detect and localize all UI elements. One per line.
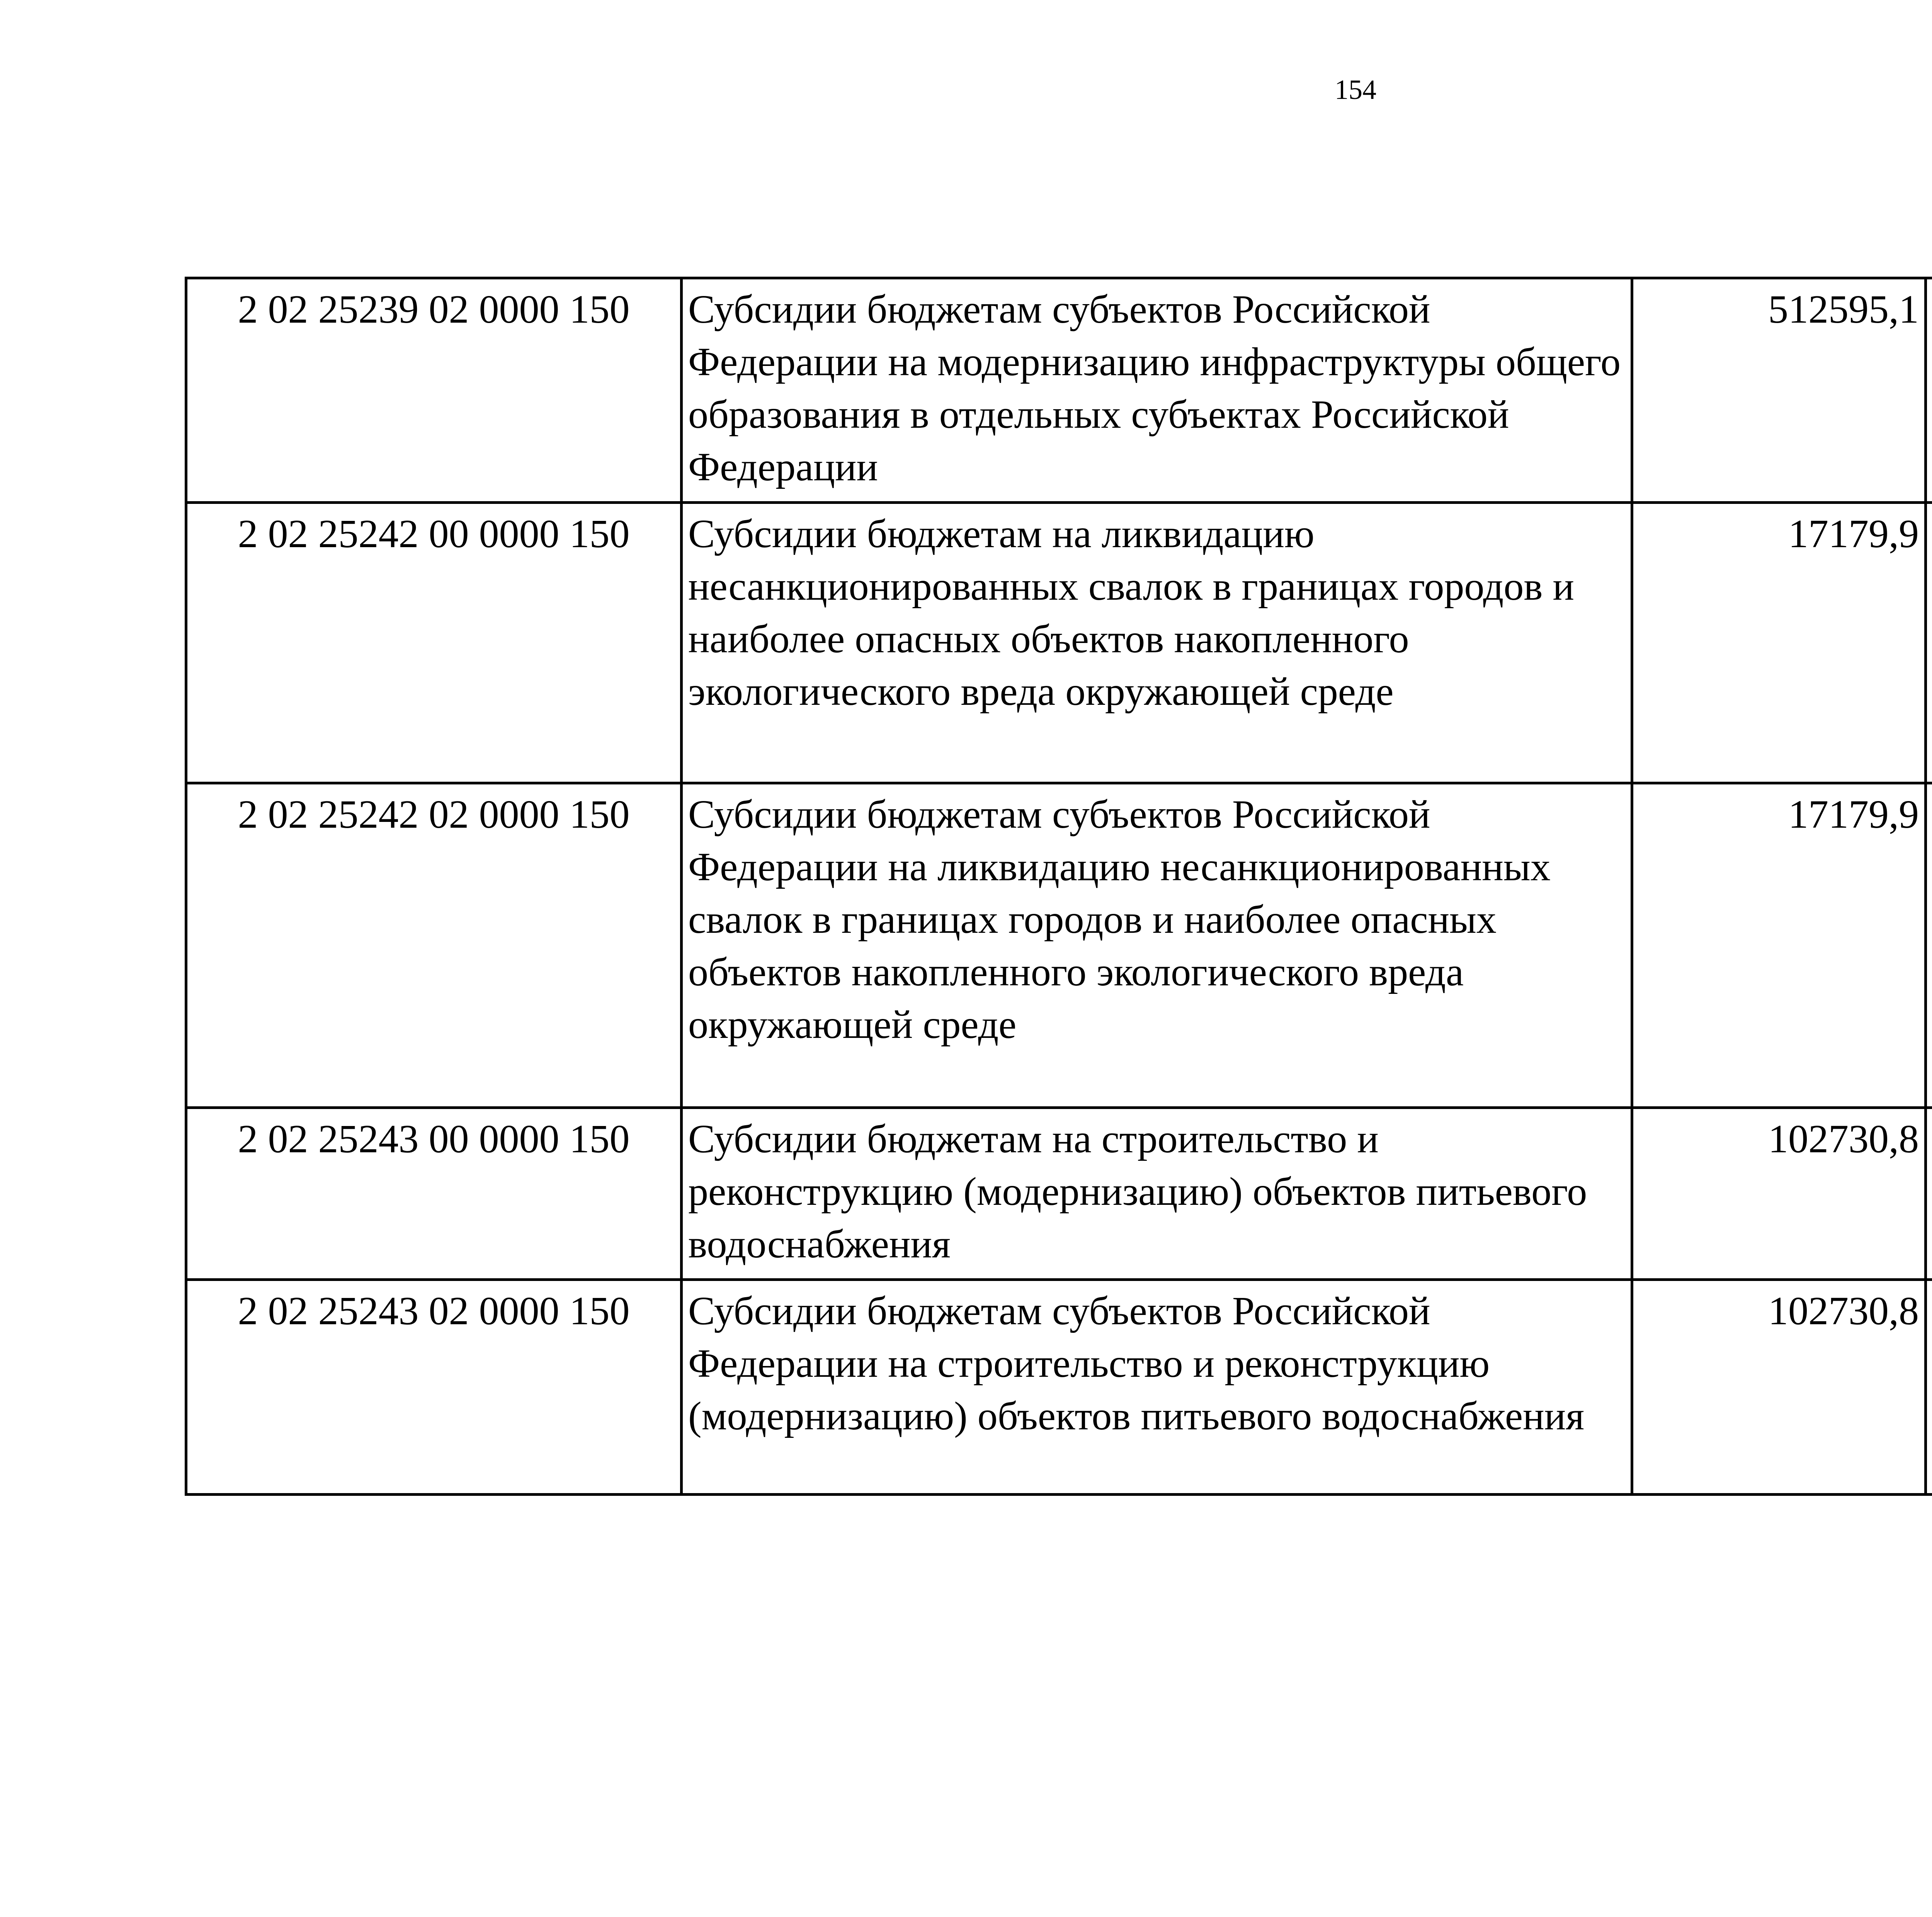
revenue-description: Субсидии бюджетам на строительство и реконструкцию (модернизацию) объектов питьевого водоснабжения (682, 1108, 1632, 1280)
table-row (186, 783, 1932, 1108)
revenue-description: Субсидии бюджетам на ликвидацию несанкционированных свалок в границах городов и наиболее опасных объектов накопленного экологического вреда окружающей среде (682, 503, 1632, 783)
table-row (186, 503, 1932, 783)
revenue-description: Субсидии бюджетам субъектов Российской Федерации на модернизацию инфраструктуры общего образования в отдельных субъектах Российской Федерации (682, 278, 1632, 503)
amount-year-1: 102730,8 (1632, 1280, 1926, 1495)
revenue-description: Субсидии бюджетам субъектов Российской Федерации на строительство и реконструкцию (модернизацию) объектов питьевого водоснабжения (682, 1280, 1632, 1495)
table-row (186, 1108, 1932, 1280)
amount-year-1: 17179,9 (1632, 783, 1926, 1108)
budget-classification-code: 2 02 25242 00 0000 150 (186, 503, 682, 783)
amount-year-2 (1926, 503, 1932, 783)
table-row (186, 278, 1932, 503)
amount-year-1: 102730,8 (1632, 1108, 1926, 1280)
budget-classification-code: 2 02 25243 02 0000 150 (186, 1280, 682, 1495)
page-number: 154 (1335, 74, 1376, 105)
budget-revenue-table (185, 277, 1932, 1496)
budget-classification-code: 2 02 25242 02 0000 150 (186, 783, 682, 1108)
revenue-description: Субсидии бюджетам субъектов Российской Федерации на ликвидацию несанкционированных свалок в границах городов и наиболее опасных объектов накопленного экологического вреда окружающей среде (682, 783, 1632, 1108)
amount-year-1: 512595,1 (1632, 278, 1926, 503)
amount-year-2 (1926, 783, 1932, 1108)
table-row (186, 1280, 1932, 1495)
amount-year-2 (1926, 278, 1932, 503)
amount-year-2 (1926, 1108, 1932, 1280)
budget-classification-code: 2 02 25243 00 0000 150 (186, 1108, 682, 1280)
budget-classification-code: 2 02 25239 02 0000 150 (186, 278, 682, 503)
amount-year-1: 17179,9 (1632, 503, 1926, 783)
amount-year-2 (1926, 1280, 1932, 1495)
